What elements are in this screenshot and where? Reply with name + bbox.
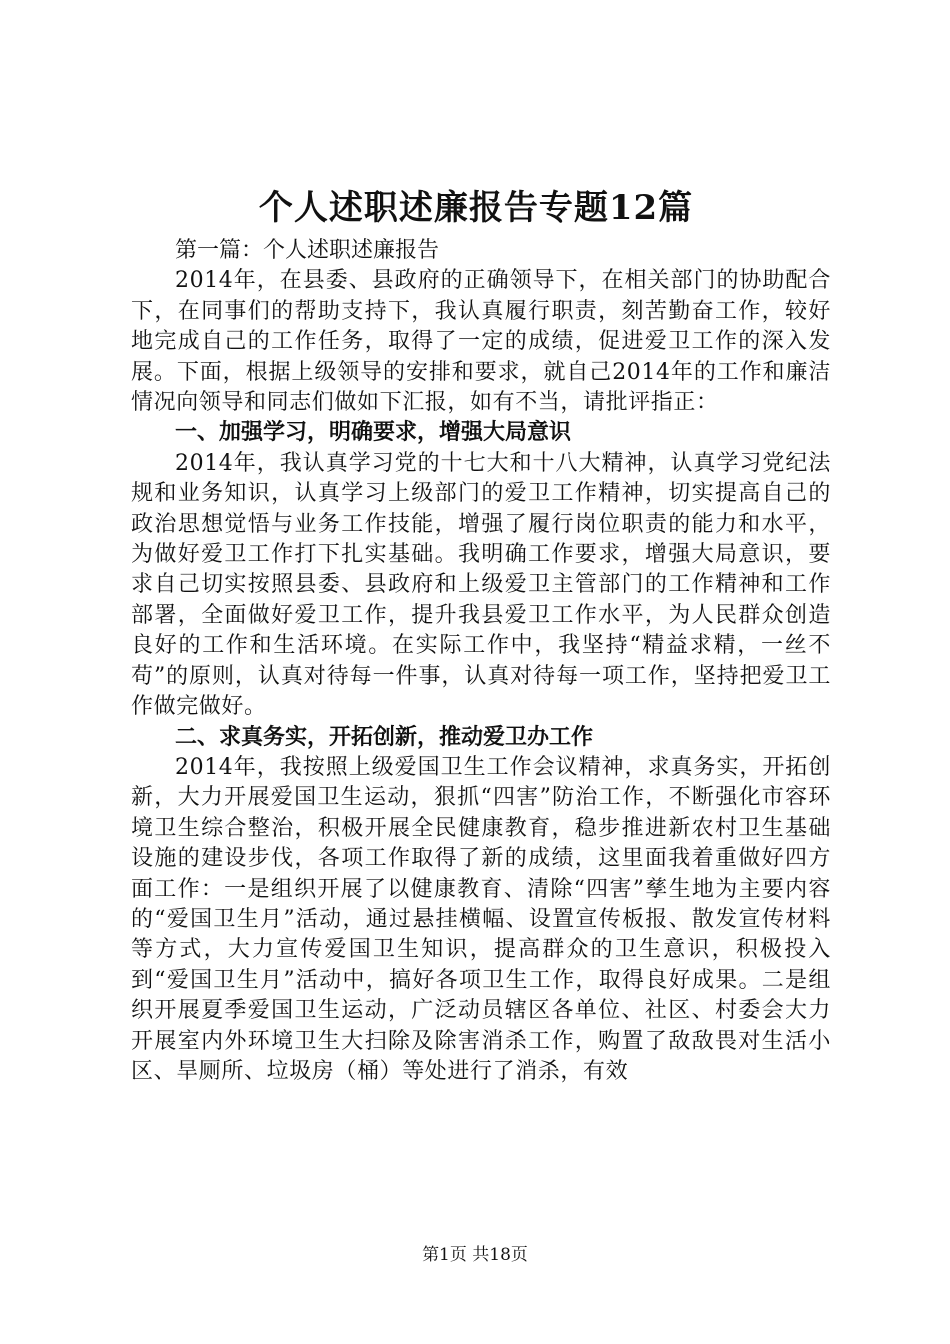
page-footer: 第1页 共18页 [422,1245,528,1265]
section-2-paragraph: 2014年，我按照上级爱国卫生工作会议精神，求真务实，开拓创新，大力开展爱国卫生运动，狠抓“四害”防治工作，不断强化市容环境卫生综合整治，积极开展全民健康教育，稳步推进新农村卫生基础设施的建设步伐，各项工作取得了新的成绩，这里面我着重做好四方面工作：一是组织开展了以健康教育、清除“四害”孳生地为主要内容的“爱国卫生月”活动，通过悬挂横幅、设置宣传板报、散发宣传材料等方式，大力宣传爱国卫生知识，提高群众的卫生意识，积极投入到“爱国卫生月”活动中，搞好各项卫生工作，取得良好成果。二是组织开展夏季爱国卫生运动，广泛动员辖区各单位、社区、村委会大力开展室内外环境卫生大扫除及除害消杀工作，购置了敌敌畏对生活小区、旱厕所、垃圾房（桶）等处进行了消杀，有效 [131,754,831,1084]
intro-paragraph: 2014年，在县委、县政府的正确领导下，在相关部门的协助配合下，在同事们的帮助支持下，我认真履行职责，刻苦勤奋工作，较好地完成自己的工作任务，取得了一定的成绩，促进爱卫工作的深入发展。下面，根据上级领导的安排和要求，就自己2014年的工作和廉洁情况向领导和同志们做如下汇报，如有不当，请批评指正： [131,268,831,416]
section-subtitle: 第一篇：个人述职述廉报告 [175,238,440,263]
document-title: 个人述职述廉报告专题12篇 [258,188,694,228]
section-heading-2: 二、求真务实，开拓创新，推动爱卫办工作 [175,724,594,750]
document-body [131,180,831,1087]
section-1-paragraph: 2014年，我认真学习党的十七大和十八大精神，认真学习党纪法规和业务知识，认真学习上级部门的爱卫工作精神，切实提高自己的政治思想觉悟与业务工作技能，增强了履行岗位职责的能力和水平，为做好爱卫工作打下扎实基础。我明确工作要求，增强大局意识，要求自己切实按照县委、县政府和上级爱卫主管部门的工作精神和工作部署，全面做好爱卫工作，提升我县爱卫工作水平，为人民群众创造良好的工作和生活环境。在实际工作中，我坚持“精益求精，一丝不苟”的原则，认真对待每一件事，认真对待每一项工作，坚持把爱卫工作做完做好。 [131,450,831,720]
section-heading-1: 一、加强学习，明确要求，增强大局意识 [175,420,572,446]
